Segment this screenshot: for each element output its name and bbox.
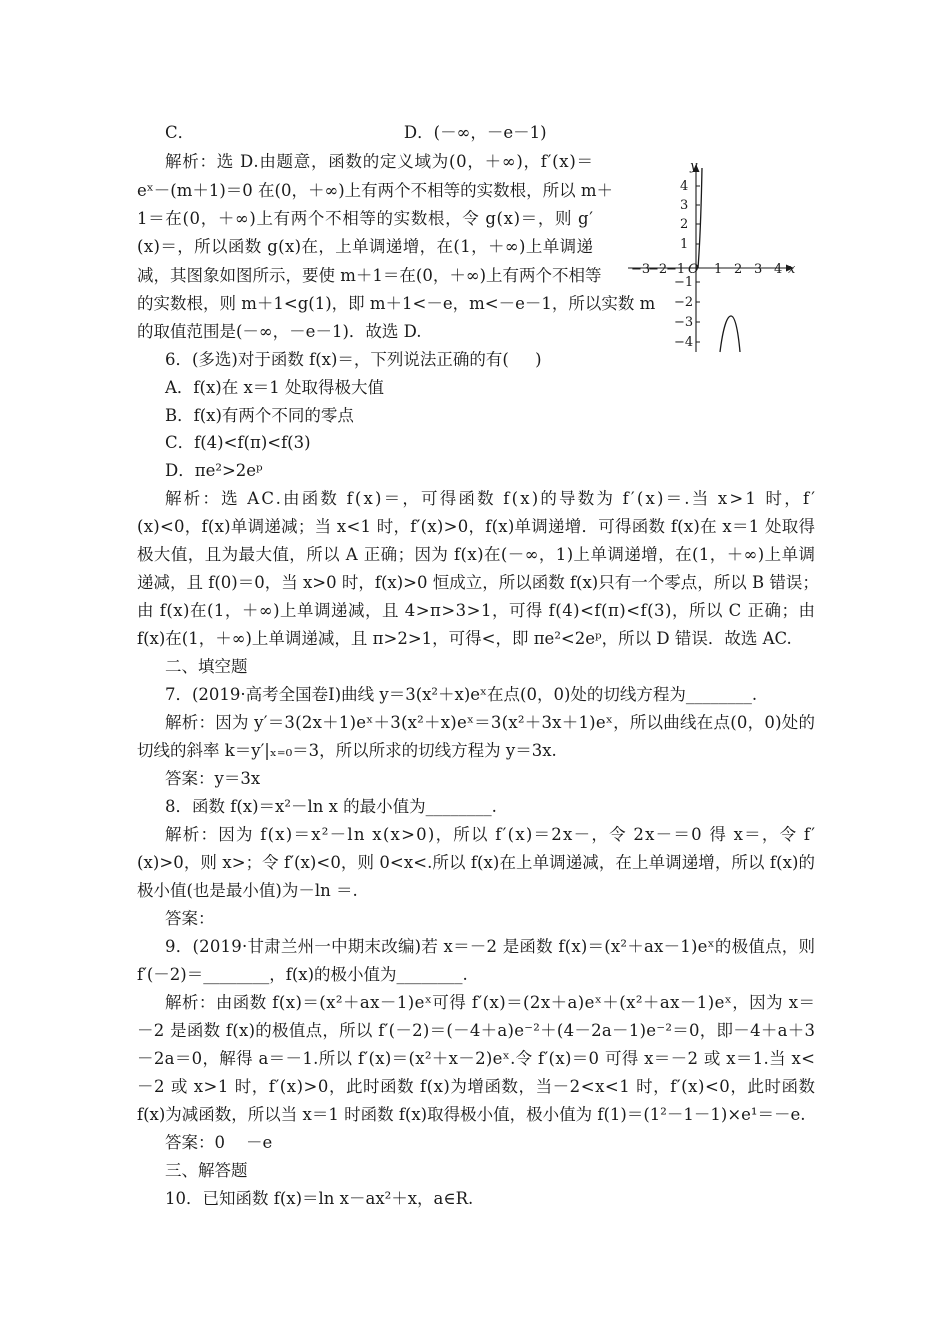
- text-line: 8．函数 f(x)＝x²－ln x 的最小值为________.: [165, 797, 497, 816]
- text-line: 三、解答题: [165, 1161, 248, 1180]
- x-tick-label: −1: [666, 262, 686, 277]
- text-line: eˣ－(m＋1)＝0 在(0，＋∞)上有两个不相等的实数根，所以 m＋: [137, 181, 614, 200]
- text-line: 6．(多选)对于函数 f(x)＝，下列说法正确的有( ): [165, 350, 542, 369]
- x-axis-label: x: [788, 262, 796, 277]
- text-line: f(x)在(1，＋∞)上单调递减，且 π>2>1，可得<，即 πe²<2eᵖ，所以 D 错误．故选 AC.: [137, 629, 792, 648]
- y-tick-label: −4: [674, 335, 694, 350]
- text-line: 解析：因为 f(x)＝x²－ln x(x>0)，所以 f′(x)＝2x－，令 2x－＝0 得 x＝，令 f′: [165, 825, 817, 844]
- x-tick-label: 3: [754, 262, 763, 277]
- y-tick-label: −1: [674, 275, 694, 290]
- text-line: 答案：: [165, 909, 215, 928]
- text-line: (x)>0，则 x>；令 f′(x)<0，则 0<x<.所以 f(x)在上单调递减，在上单调递增，所以 f(x)的: [137, 853, 816, 872]
- text-line: 的取值范围是(－∞，－e－1)．故选 D.: [137, 322, 422, 341]
- curve-branch-right-of-origin: [698, 168, 702, 268]
- text-line: 答案：y＝3x: [165, 769, 261, 788]
- text-line: 解析：选 D.由题意，函数的定义域为(0，＋∞)，f′(x)＝: [165, 152, 594, 171]
- y-tick-label: −2: [674, 295, 694, 310]
- text-line: 解析：选 AC.由函数 f(x)＝，可得函数 f(x)的导数为 f′(x)＝.当 x>1 时，f′: [165, 489, 818, 508]
- text-line: －2 是函数 f(x)的极值点，所以 f′(－2)＝(－4＋a)e⁻²＋(4－2a－1)e⁻²＝0，即－4＋a＋3: [137, 1021, 816, 1040]
- text-line: 的实数根，则 m＋1<g(1)，即 m＋1<－e，m<－e－1，所以实数 m: [137, 294, 656, 313]
- text-line: 答案：0 －e: [165, 1133, 273, 1152]
- x-tick-label: −3: [631, 262, 651, 277]
- y-tick-label: 3: [680, 198, 689, 213]
- text-line: 9．(2019·甘肃兰州一中期末改编)若 x＝－2 是函数 f(x)＝(x²＋ax－1)eˣ的极值点，则: [165, 937, 816, 956]
- y-tick-label: 2: [680, 217, 689, 232]
- text-line: －2 或 x>1 时，f′(x)>0，此时函数 f(x)为增函数，当－2<x<1 时，f′(x)<0，此时函数: [137, 1077, 816, 1096]
- text-line: A．f(x)在 x＝1 处取得极大值: [165, 378, 384, 397]
- function-graph-figure: [628, 160, 798, 360]
- text-line: 10．已知函数 f(x)＝ln x－ax²＋x，a∈R.: [165, 1189, 474, 1208]
- x-tick-label: 1: [714, 262, 723, 277]
- text-line: 7．(2019·高考全国卷Ⅰ)曲线 y＝3(x²＋x)eˣ在点(0，0)处的切线方程为________.: [165, 685, 758, 704]
- text-line: 极大值，且为最大值，所以 A 正确；因为 f(x)在(－∞，1)上单调递增，在(1，＋∞)上单调: [137, 545, 816, 564]
- curve-branch-lower: [720, 316, 740, 352]
- text-line: C． D．(－∞，－e－1): [165, 123, 547, 142]
- y-axis-label: y: [690, 160, 698, 174]
- text-line: 1＝在(0，＋∞)上有两个不相等的实数根，令 g(x)＝，则 g′: [137, 209, 594, 228]
- text-line: 解析：因为 y′＝3(2x＋1)eˣ＋3(x²＋x)eˣ＝3(x²＋3x＋1)eˣ，所以曲线在点(0，0)处的: [165, 713, 816, 732]
- text-line: (x)<0，f(x)单调递减；当 x<1 时，f′(x)>0，f(x)单调递增．可得函数 f(x)在 x＝1 处取得: [137, 517, 816, 536]
- text-line: 由 f(x)在(1，＋∞)上单调递减，且 4>π>3>1，可得 f(4)<f(π)<f(3)，所以 C 正确；由: [137, 601, 816, 620]
- text-line: C．f(4)<f(π)<f(3): [165, 433, 311, 452]
- text-line: 极小值(也是最小值)为－ln ＝.: [137, 881, 358, 900]
- text-line: －2a＝0，解得 a＝－1.所以 f′(x)＝(x²＋x－2)eˣ.令 f′(x)＝0 可得 x＝－2 或 x＝1.当 x<: [137, 1049, 816, 1068]
- text-line: 解析：由函数 f(x)＝(x²＋ax－1)eˣ可得 f′(x)＝(2x＋a)eˣ＋(x²＋ax－1)eˣ，因为 x＝: [165, 993, 816, 1012]
- x-tick-label: 4: [774, 262, 783, 277]
- text-line: 递减，且 f(0)＝0，当 x>0 时，f(x)>0 恒成立，所以函数 f(x)只有一个零点，所以 B 错误；: [137, 573, 819, 592]
- text-line: B．f(x)有两个不同的零点: [165, 406, 354, 425]
- y-tick-label: 1: [680, 237, 689, 252]
- y-tick-label: 4: [680, 179, 689, 194]
- text-line: D．πe²>2eᵖ: [165, 461, 263, 480]
- text-line: f(x)为减函数，所以当 x＝1 时函数 f(x)取得极小值，极小值为 f(1)＝(1²－1－1)×e¹＝－e.: [137, 1105, 806, 1124]
- text-line: f′(－2)＝________，f(x)的极小值为________.: [137, 965, 468, 984]
- y-tick-label: −3: [674, 315, 694, 330]
- text-line: 二、填空题: [165, 657, 248, 676]
- text-line: (x)＝，所以函数 g(x)在，上单调递增，在(1，＋∞)上单调递: [137, 237, 594, 256]
- text-line: 减，其图象如图所示，要使 m＋1＝在(0，＋∞)上有两个不相等: [137, 266, 602, 285]
- x-tick-label: −2: [648, 262, 668, 277]
- origin-label: O: [688, 262, 699, 277]
- x-tick-label: 2: [734, 262, 743, 277]
- text-line: 切线的斜率 k＝y′|ₓ₌₀＝3，所以所求的切线方程为 y＝3x.: [137, 741, 557, 760]
